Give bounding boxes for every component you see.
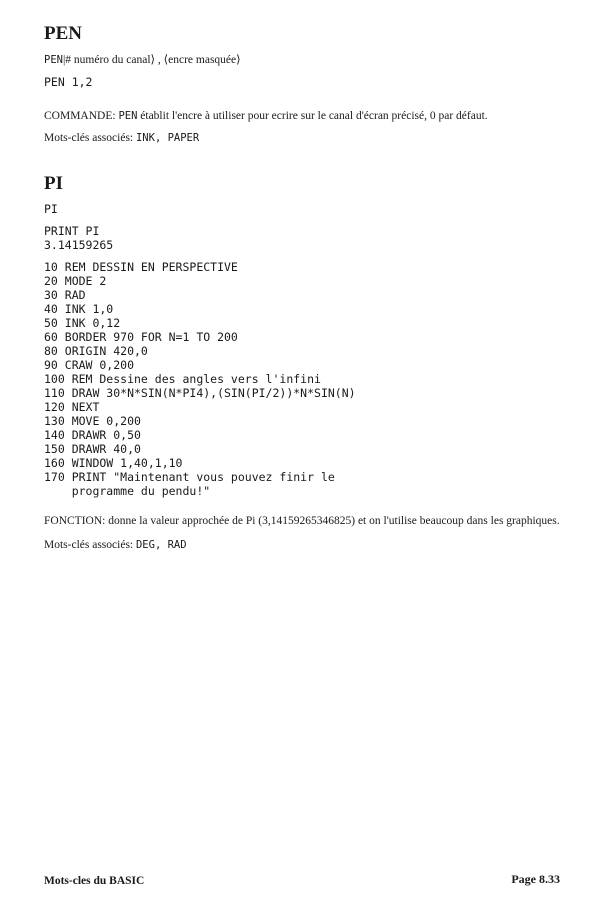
code-line: 20 MODE 2 (44, 274, 107, 288)
pen-syntax-keyword: PEN (44, 54, 63, 66)
code-line: 60 BORDER 970 FOR N=1 TO 200 (44, 330, 238, 344)
pi-syntax: PI (44, 202, 58, 216)
footer-chapter-title: Mots-cles du BASIC (44, 875, 145, 887)
code-line: 110 DRAW 30*N*SIN(N*PI4),(SIN(PI/2))*N*SIN(N) (44, 386, 356, 400)
pen-section (44, 22, 564, 146)
pi-keywords-label: Mots-clés associés: (44, 539, 134, 551)
pen-keywords-label: Mots-clés associés: (44, 132, 134, 144)
code-line: 120 NEXT (44, 400, 100, 414)
pen-syntax (44, 53, 564, 68)
pi-heading: PI (44, 173, 63, 194)
pi-section (44, 172, 564, 553)
pi-function-description: FONCTION: donne la valeur approchée de Pi (3,14159265346825) et on l'utilise beaucoup dans les graphiques. (44, 515, 560, 527)
code-line: 80 ORIGIN 420,0 (44, 344, 148, 358)
pen-example: PEN 1,2 (44, 75, 93, 89)
code-line: 150 DRAWR 40,0 (44, 442, 141, 456)
pen-heading: PEN (44, 23, 82, 44)
pen-syntax-params: |# numéro du canal⟩ , ⟨encre masquée⟩ (62, 54, 241, 66)
code-line: PRINT PI (44, 224, 100, 238)
pi-example (44, 224, 564, 252)
pen-command-description (44, 109, 564, 124)
manual-page (44, 22, 564, 553)
code-line: 50 INK 0,12 (44, 316, 121, 330)
code-line: programme du pendu!" (44, 484, 211, 498)
pi-keywords-value: DEG, RAD (135, 539, 187, 551)
code-line: 90 CRAW 0,200 (44, 358, 135, 372)
code-line: 140 DRAWR 0,50 (44, 428, 141, 442)
code-line: 40 INK 1,0 (44, 302, 114, 316)
pi-program-listing (44, 260, 564, 498)
code-line: 130 MOVE 0,200 (44, 414, 141, 428)
code-line: 3.14159265 (44, 238, 114, 252)
footer-page-number: Page 8.33 (511, 872, 560, 886)
code-line: 10 REM DESSIN EN PERSPECTIVE (44, 260, 238, 274)
pen-keywords-value: INK, PAPER (135, 132, 200, 144)
code-line: 100 REM Dessine des angles vers l'infini (44, 372, 321, 386)
code-line: 170 PRINT "Maintenant vous pouvez finir le (44, 470, 335, 484)
pen-command-text: établit l'encre à utiliser pour ecrire sur le canal d'écran précisé, 0 par défaut. (137, 110, 488, 122)
pi-related-keywords (44, 538, 564, 553)
code-line: 160 WINDOW 1,40,1,10 (44, 456, 183, 470)
pen-related-keywords (44, 131, 564, 146)
pen-command-keyword: PEN (118, 110, 138, 122)
pen-command-label: COMMANDE: (44, 110, 116, 122)
code-line: 30 RAD (44, 288, 86, 302)
